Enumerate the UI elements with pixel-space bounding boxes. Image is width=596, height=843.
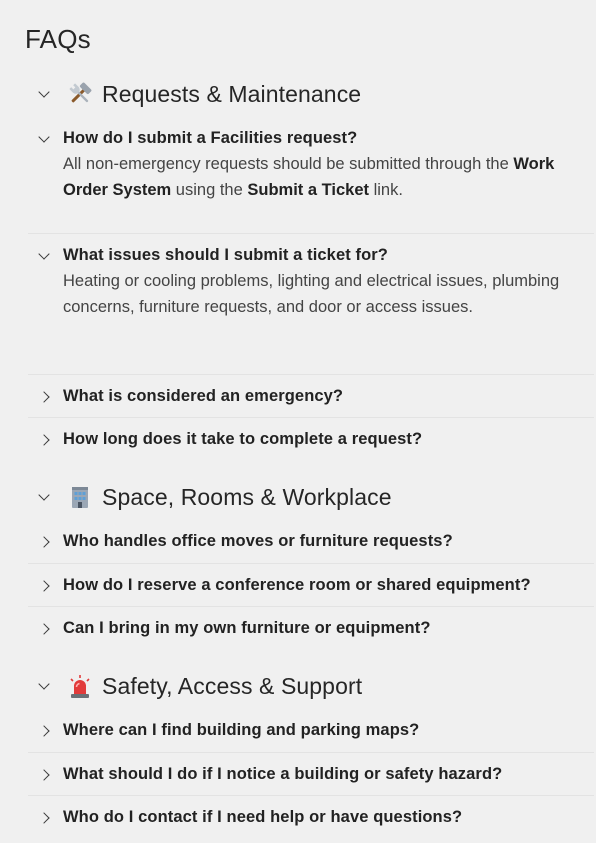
faq-question-toggle[interactable] [28,418,594,461]
faq-question: What is considered an emergency? [63,387,344,405]
faq-answer [63,152,582,217]
chevron-right-icon[interactable] [38,812,49,823]
section-header-space[interactable] [36,480,392,514]
answer-emphasis: Submit a Ticket [247,180,370,199]
faq-question: How do I submit a Facilities request? [63,129,358,147]
chevron-down-icon[interactable] [38,86,49,97]
faq-item [28,606,594,650]
section-title: Space, Rooms & Workplace [102,483,392,510]
faq-item [28,233,594,334]
faq-question-toggle[interactable] [28,709,594,752]
chevron-right-icon[interactable] [38,536,49,547]
faq-question: Can I bring in my own furniture or equipment? [63,619,431,637]
section-title: Safety, Access & Support [102,672,363,699]
faq-question-toggle[interactable] [28,607,594,650]
faq-question: Where can I find building and parking maps? [63,721,420,739]
answer-text: using the [171,180,248,199]
faq-question: What issues should I submit a ticket for? [63,246,388,264]
section-header-safety[interactable] [36,669,362,703]
faq-question: How long does it take to complete a request? [63,430,423,448]
faq-item [28,709,594,752]
answer-emphasis: Work Order System [63,155,555,199]
chevron-right-icon[interactable] [38,580,49,591]
faq-question: Who handles office moves or furniture requests? [63,532,453,550]
chevron-down-icon[interactable] [38,489,49,500]
faq-item [28,374,594,418]
chevron-right-icon[interactable] [38,391,49,402]
chevron-right-icon[interactable] [38,725,49,736]
chevron-down-icon[interactable] [38,131,49,142]
chevron-down-icon[interactable] [38,248,49,259]
page-title: FAQs [25,24,91,54]
chevron-right-icon[interactable] [38,769,49,780]
chevron-down-icon[interactable] [38,678,49,689]
faq-question-toggle[interactable] [28,564,594,607]
faq-item [28,752,594,796]
faq-item [28,795,594,839]
answer-text: link. [369,180,403,199]
faq-question: What should I do if I notice a building or safety hazard? [63,765,503,783]
faq-question: How do I reserve a conference room or shared equipment? [63,576,531,594]
answer-text: All non-emergency requests should be submitted through the [63,155,514,173]
section-header-requests[interactable] [36,77,361,111]
chevron-right-icon[interactable] [38,434,49,445]
office-building-icon [66,483,94,511]
faq-question-toggle[interactable] [28,375,594,418]
tools-icon [66,80,94,108]
faq-question-toggle[interactable] [28,520,594,563]
chevron-right-icon[interactable] [38,623,49,634]
siren-icon [66,672,94,700]
faq-item [28,417,594,461]
faq-question-toggle[interactable] [28,796,594,839]
faq-item [28,563,594,607]
faq-item [28,117,594,217]
faq-question-toggle[interactable] [28,753,594,796]
faq-answer: Heating or cooling problems, lighting and electrical issues, plumbing concerns, furniture requests, and door or access issues. [63,272,560,316]
faq-question: Who do I contact if I need help or have questions? [63,808,463,826]
section-title: Requests & Maintenance [102,80,362,107]
faq-item [28,520,594,563]
